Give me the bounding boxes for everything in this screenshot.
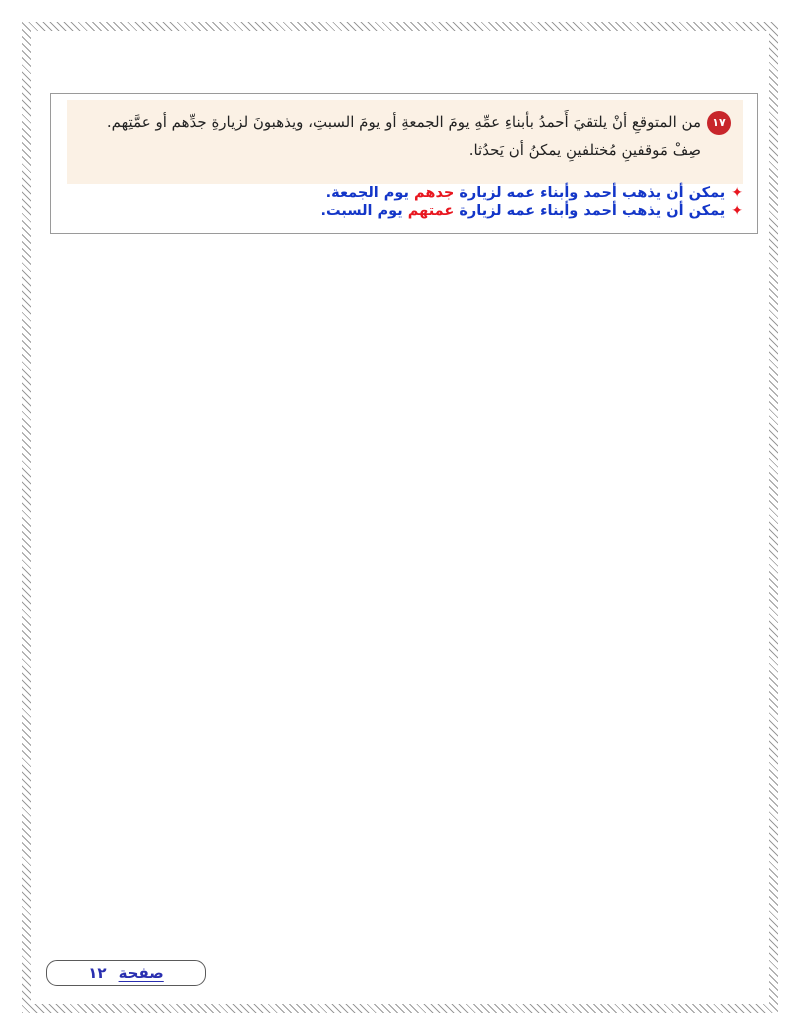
- answer-text: يمكن أن يذهب أحمد وأبناء عمه لزيارة: [459, 203, 726, 219]
- answer-item: [67, 202, 743, 220]
- answer-highlight: جدهم: [414, 185, 455, 201]
- question-line-1: [77, 108, 731, 136]
- question-box: [50, 93, 758, 234]
- question-text-1: من المتوقعِ أنْ يلتقيَ أَحمدُ بأبناءِ عمِّهِ يومَ الجمعةِ أو يومَ السبتِ، ويذهبونَ لزيارةِ جدِّهم أو عمَّتِهم.: [106, 113, 701, 131]
- question-number-badge: ١٧: [707, 111, 731, 135]
- answer-text: يمكن أن يذهب أحمد وأبناء عمه لزيارة: [459, 185, 726, 201]
- answer-item: [67, 184, 743, 202]
- answer-highlight: عمتهم: [407, 203, 455, 219]
- page-label: صفحة: [118, 964, 164, 982]
- page-number: ١٢: [88, 964, 107, 982]
- question-line-2: [77, 136, 731, 164]
- answer-text-end: يوم السبت.: [320, 203, 403, 219]
- page-number-tab: [46, 960, 206, 986]
- answers-list: [67, 184, 743, 220]
- bullet-star-icon: ✦: [731, 185, 743, 201]
- answer-text-end: يوم الجمعة.: [325, 185, 409, 201]
- question-panel: [67, 100, 743, 184]
- bullet-star-icon: ✦: [731, 203, 743, 219]
- question-text-2: صِفْ مَوقفينِ مُختلفينِ يمكنُ أن يَحدُثا.: [468, 141, 701, 159]
